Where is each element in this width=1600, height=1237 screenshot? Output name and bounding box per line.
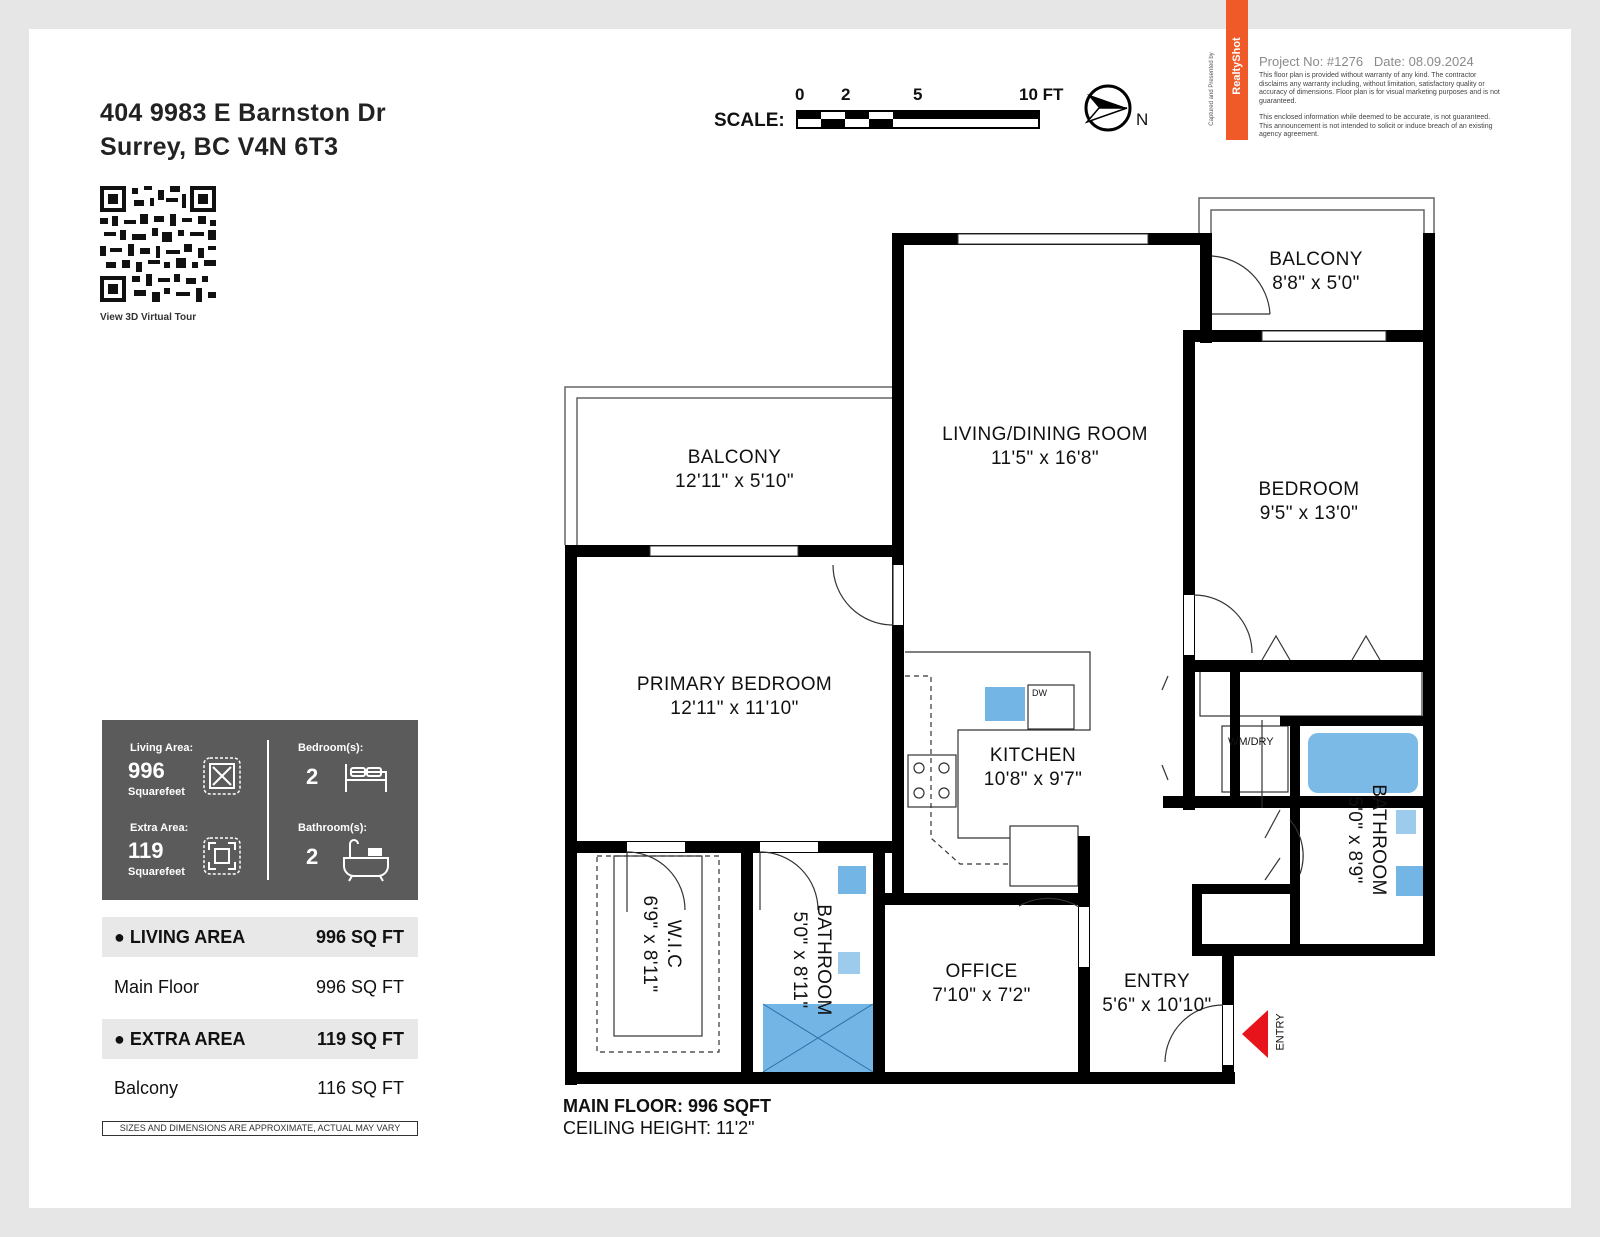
ceiling-height-footer: CEILING HEIGHT: 11'2" bbox=[563, 1118, 755, 1138]
room-name: W.I.C bbox=[663, 919, 684, 969]
room-name: LIVING/DINING ROOM bbox=[942, 424, 1148, 445]
room-bathroom-1 bbox=[787, 895, 835, 1025]
room-name: ENTRY bbox=[1123, 971, 1191, 992]
bedrooms-value: 2 bbox=[306, 764, 319, 789]
living-area-unit: Squarefeet bbox=[128, 786, 185, 798]
scale-tick-10: 10 FT bbox=[1019, 85, 1064, 104]
room-dims: 12'11" x 5'10" bbox=[675, 471, 794, 492]
brand-name: RealtyShot bbox=[1231, 37, 1243, 95]
qr-label: View 3D Virtual Tour bbox=[100, 312, 197, 323]
living-area-total: 996 SQ FT bbox=[315, 927, 404, 947]
address-line-2: Surrey, BC V4N 6T3 bbox=[100, 133, 339, 161]
extra-area-value: 119 bbox=[128, 838, 164, 863]
room-dims: 6'9" x 8'11" bbox=[639, 895, 660, 993]
room-name: BALCONY bbox=[1269, 249, 1363, 270]
room-name: BATHROOM bbox=[1368, 784, 1389, 896]
room-name: OFFICE bbox=[945, 961, 1018, 982]
room-kitchen bbox=[958, 744, 1108, 792]
room-primary-bedroom bbox=[577, 673, 892, 721]
entry-arrow-icon bbox=[1242, 1010, 1268, 1058]
brand-caption: Captured and Presented by bbox=[1209, 52, 1215, 126]
room-dims: 5'6" x 10'10" bbox=[1102, 995, 1212, 1016]
entry-marker-label: ENTRY bbox=[1274, 1013, 1287, 1051]
room-entry bbox=[1082, 970, 1232, 1018]
room-living-dining bbox=[905, 423, 1185, 471]
room-name: KITCHEN bbox=[989, 745, 1077, 766]
room-name: BALCONY bbox=[687, 447, 782, 468]
balcony-value: 116 SQ FT bbox=[317, 1078, 404, 1098]
door-swings bbox=[627, 256, 1380, 1062]
bath-sink-2 bbox=[1396, 866, 1426, 896]
project-number: Project No: #1276 bbox=[1259, 54, 1364, 69]
room-name: BATHROOM bbox=[813, 904, 834, 1016]
scale-tick-0: 0 bbox=[795, 85, 805, 104]
bath-sink-1 bbox=[838, 866, 866, 894]
extra-area-header: ● EXTRA AREA bbox=[114, 1029, 246, 1049]
room-dims: 5'0" x 8'9" bbox=[1344, 796, 1365, 884]
main-floor-footer: MAIN FLOOR: 996 SQFT bbox=[563, 1096, 772, 1116]
room-name: PRIMARY BEDROOM bbox=[636, 674, 833, 695]
room-balcony-left bbox=[577, 446, 892, 494]
bedrooms-label: Bedroom(s): bbox=[298, 742, 364, 754]
room-balcony-top bbox=[1210, 248, 1422, 296]
room-dims: 9'5" x 13'0" bbox=[1259, 503, 1359, 524]
main-floor-label: Main Floor bbox=[114, 977, 200, 997]
balcony-label: Balcony bbox=[114, 1078, 179, 1098]
room-dims: 10'8" x 9'7" bbox=[983, 769, 1083, 790]
disclaimer-warranty: This floor plan is provided without warranty of any kind. The contractor disclaims any warranty including, without limitation, satisfactory quality or accuracy of dimensions. Floor plan is for visual marketing purposes and is not guaranteed. bbox=[1259, 72, 1500, 105]
windows bbox=[627, 234, 1386, 1065]
room-dims: 8'8" x 5'0" bbox=[1272, 273, 1360, 294]
scale-label: SCALE: bbox=[714, 110, 785, 131]
walls bbox=[565, 233, 1435, 1085]
room-name: BEDROOM bbox=[1258, 479, 1360, 500]
address-line-1: 404 9983 E Barnston Dr bbox=[100, 99, 386, 127]
kitchen-sink bbox=[985, 687, 1025, 721]
room-bathroom-2 bbox=[1342, 775, 1390, 905]
living-area-label: Living Area: bbox=[130, 742, 194, 754]
scale-tick-2: 2 bbox=[841, 85, 851, 104]
extra-area-label: Extra Area: bbox=[130, 822, 189, 834]
living-area-header: ● LIVING AREA bbox=[114, 927, 246, 947]
room-dims: 7'10" x 7'2" bbox=[932, 985, 1031, 1006]
room-bedroom bbox=[1195, 478, 1423, 526]
bathrooms-value: 2 bbox=[306, 844, 319, 869]
dishwasher-label: DW bbox=[1032, 688, 1047, 698]
toilet-1 bbox=[838, 952, 860, 974]
project-date: Date: 08.09.2024 bbox=[1373, 54, 1474, 69]
extra-area-total: 119 SQ FT bbox=[316, 1029, 404, 1049]
washer-dryer-label: WM/DRY bbox=[1228, 736, 1274, 748]
room-office bbox=[885, 960, 1078, 1008]
sizes-note: SIZES AND DIMENSIONS ARE APPROXIMATE, ACTUAL MAY VARY bbox=[102, 1121, 418, 1136]
living-area-value: 996 bbox=[128, 758, 165, 783]
room-wic bbox=[637, 879, 685, 1009]
north-label: N bbox=[1136, 110, 1149, 129]
bathrooms-label: Bathroom(s): bbox=[298, 822, 368, 834]
scale-tick-5: 5 bbox=[913, 85, 923, 104]
room-dims: 5'0" x 8'11" bbox=[789, 911, 810, 1009]
main-floor-value: 996 SQ FT bbox=[315, 977, 404, 997]
room-dims: 11'5" x 16'8" bbox=[991, 448, 1099, 469]
room-dims: 12'11" x 11'10" bbox=[670, 698, 799, 719]
disclaimer-agency: This enclosed information while deemed to be accurate, is not guaranteed. This announcement is not intended to solicit or induce breach of an existing agency agreement. bbox=[1259, 114, 1493, 138]
toilet-2 bbox=[1396, 810, 1416, 834]
extra-area-unit: Squarefeet bbox=[128, 866, 185, 878]
